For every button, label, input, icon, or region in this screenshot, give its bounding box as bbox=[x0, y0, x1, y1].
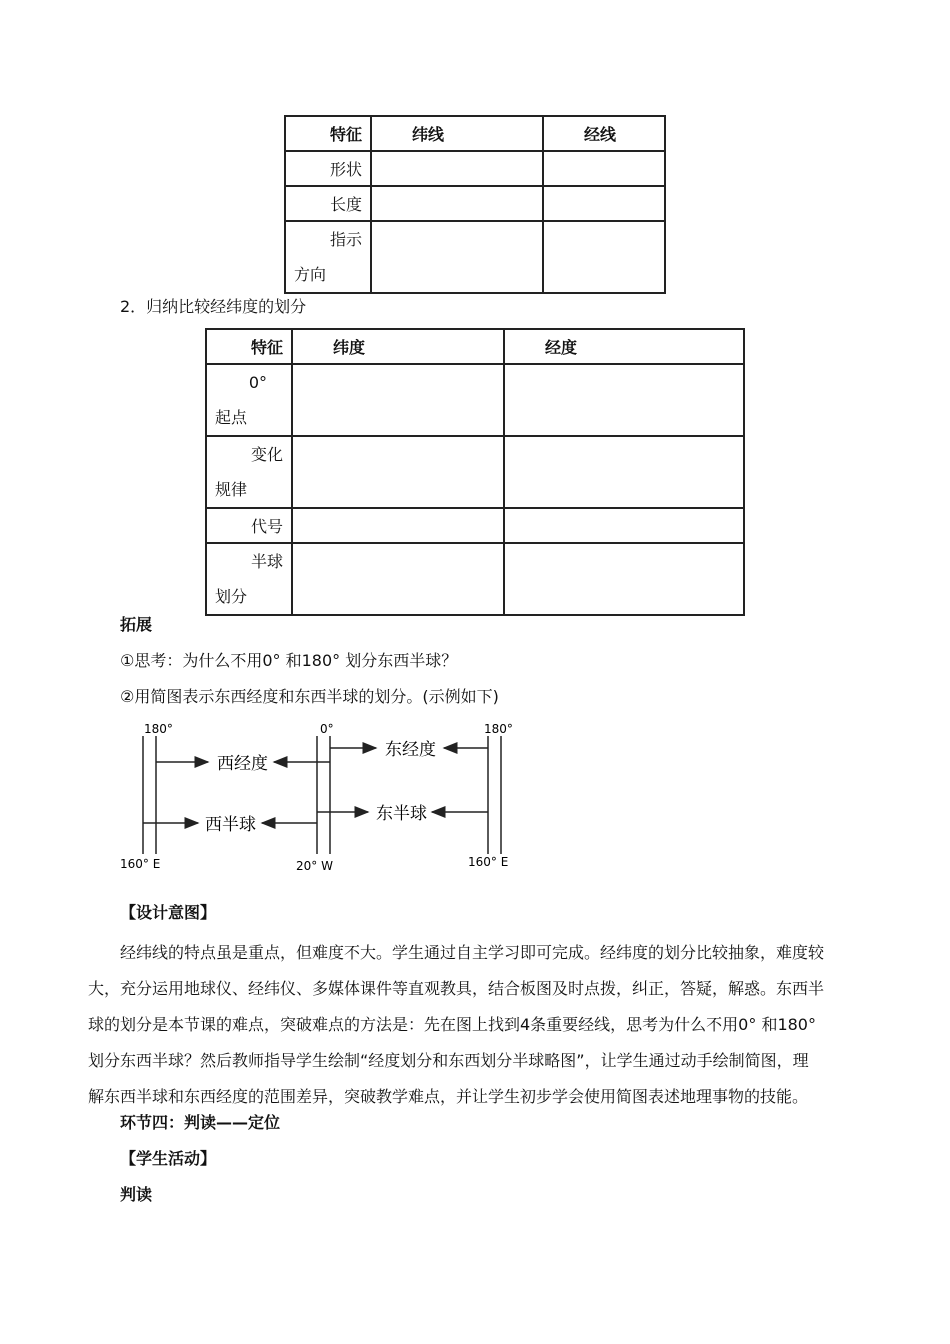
table1-row-shape: 形状 bbox=[285, 151, 371, 186]
table2-row-hemisphere-line1: 半球 bbox=[250, 552, 283, 571]
table2-header-longitude: 经度 bbox=[504, 329, 744, 364]
table2-cell bbox=[504, 364, 744, 436]
table1-header-longitude-line: 经线 bbox=[543, 116, 665, 151]
longitude-hemisphere-diagram bbox=[110, 716, 530, 876]
table2-row-origin-line2: 起点 bbox=[215, 408, 248, 427]
table2-row-origin-line1: 0° bbox=[248, 373, 267, 392]
table1-cell bbox=[371, 151, 543, 186]
table2-row-pattern bbox=[206, 436, 292, 508]
table2-row-pattern-line1: 变化 bbox=[250, 445, 283, 464]
table1-row-direction-line2: 方向 bbox=[294, 265, 327, 284]
design-intent-body bbox=[88, 935, 865, 1115]
table2-cell bbox=[504, 436, 744, 508]
label-180-left: 180° bbox=[144, 722, 173, 736]
design-intent-line-3: 球的划分是本节课的难点，突破难点的方法是：先在图上找到4条重要经线，思考为什么不用0° 和180° bbox=[88, 1015, 816, 1034]
design-intent-line-2: 大，充分运用地球仪、经纬仪、多媒体课件等直观教具，结合板图及时点拨，纠正，答疑，解惑。东西半 bbox=[88, 979, 825, 998]
label-0: 0° bbox=[320, 722, 334, 736]
table2-row-hemisphere-line2: 划分 bbox=[215, 587, 248, 606]
student-activity-title: 【学生活动】 bbox=[120, 1149, 217, 1168]
table2-cell bbox=[292, 543, 504, 615]
label-west-hemisphere: 西半球 bbox=[205, 815, 256, 835]
table2-row-pattern-line2: 规律 bbox=[215, 480, 248, 499]
extension-item-1: ①思考：为什么不用0° 和180° 划分东西半球？ bbox=[120, 651, 458, 670]
table2-cell bbox=[292, 364, 504, 436]
table1-cell bbox=[543, 186, 665, 221]
label-160E-left: 160° E bbox=[120, 857, 161, 871]
label-east-hemisphere: 东半球 bbox=[376, 804, 427, 824]
label-160E-right: 160° E bbox=[468, 855, 509, 869]
table1-row-direction-line1: 指示 bbox=[329, 230, 362, 249]
design-intent-line-1: 经纬线的特点虽是重点，但难度不大。学生通过自主学习即可完成。经纬度的划分比较抽象，难度较 bbox=[120, 943, 825, 962]
design-intent-line-5: 解东西半球和东西经度的范围差异，突破教学难点，并让学生初步学会使用简图表述地理事物的技能。 bbox=[88, 1087, 809, 1106]
table1-row-length: 长度 bbox=[285, 186, 371, 221]
table1-cell bbox=[371, 221, 543, 293]
table1-header-feature: 特征 bbox=[285, 116, 371, 151]
table1-row-direction bbox=[285, 221, 371, 293]
section-4-title: 环节四：判读——定位 bbox=[120, 1113, 281, 1132]
section-2-title: 2．归纳比较经纬度的划分 bbox=[120, 297, 307, 316]
table1-cell bbox=[371, 186, 543, 221]
table1-header-latitude-line: 纬线 bbox=[371, 116, 543, 151]
table2-header-latitude: 纬度 bbox=[292, 329, 504, 364]
lat-lon-degree-table bbox=[205, 328, 745, 616]
table2-header-feature: 特征 bbox=[206, 329, 292, 364]
table1-cell bbox=[543, 221, 665, 293]
table2-cell bbox=[292, 436, 504, 508]
label-west-longitude: 西经度 bbox=[217, 754, 268, 774]
table2-row-code: 代号 bbox=[206, 508, 292, 543]
design-intent-title: 【设计意图】 bbox=[120, 903, 217, 922]
table2-row-origin bbox=[206, 364, 292, 436]
table2-cell bbox=[504, 543, 744, 615]
table2-row-hemisphere bbox=[206, 543, 292, 615]
extension-item-2: ②用简图表示东西经度和东西半球的划分。(示例如下) bbox=[120, 687, 499, 706]
design-intent-line-4: 划分东西半球？然后教师指导学生绘制“经度划分和东西划分半球略图”，让学生通过动手绘制简图，理 bbox=[88, 1051, 809, 1070]
table2-cell bbox=[292, 508, 504, 543]
table1-cell bbox=[543, 151, 665, 186]
label-east-longitude: 东经度 bbox=[385, 740, 436, 760]
label-20W: 20° W bbox=[296, 859, 333, 873]
extension-title: 拓展 bbox=[120, 615, 153, 634]
lat-lon-lines-table bbox=[284, 115, 666, 294]
table2-cell bbox=[504, 508, 744, 543]
label-180-right: 180° bbox=[484, 722, 513, 736]
reading-title: 判读 bbox=[120, 1185, 153, 1204]
